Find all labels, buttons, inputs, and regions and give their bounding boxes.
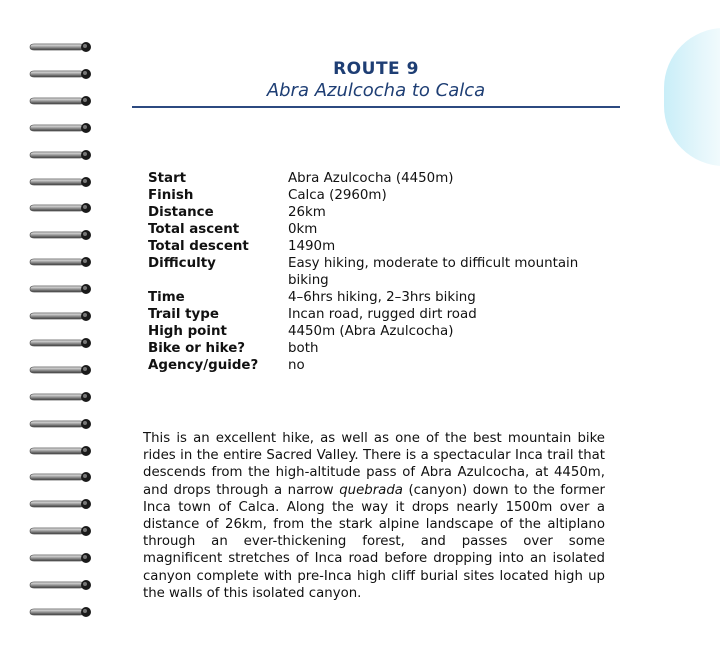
binding-ring (28, 121, 98, 135)
binding-ring (28, 175, 98, 189)
info-value: 1490m (288, 239, 336, 254)
spiral-binding (28, 40, 98, 630)
info-label: Difficulty (148, 256, 216, 271)
binding-ring (28, 390, 98, 404)
info-row-total-descent (148, 238, 608, 255)
binding-ring (28, 444, 98, 458)
binding-ring (28, 417, 98, 431)
binding-ring (28, 309, 98, 323)
binding-ring (28, 470, 98, 484)
route-header (132, 58, 620, 102)
binding-ring (28, 228, 98, 242)
header-divider (132, 106, 620, 108)
description-italic-term: quebrada (339, 482, 403, 498)
page-edge-tab (664, 28, 720, 166)
info-value: 4450m (Abra Azulcocha) (288, 324, 454, 339)
binding-ring (28, 336, 98, 350)
info-label: Distance (148, 205, 214, 220)
info-label: Start (148, 171, 187, 186)
binding-ring (28, 255, 98, 269)
info-value: 4–6hrs hiking, 2–3hrs biking (288, 290, 476, 305)
binding-ring (28, 524, 98, 538)
binding-ring (28, 201, 98, 215)
description-text: (canyon) down to the former Inca town of Calca. Along the way it drops nearly 1500m over a distance of 26km, from the stark alpine landscape of the altiplano through an ever-thickening forest, and passes over some magnificent stretches of Inca road before dropping into an isolated canyon complete with pre-Inca high cliff burial sites located high up the walls of this isolated canyon. (143, 482, 606, 601)
info-label: Time (148, 290, 185, 305)
info-value: 26km (288, 205, 326, 220)
info-row-start (148, 170, 608, 187)
binding-ring (28, 605, 98, 619)
info-label: High point (148, 324, 227, 339)
info-value: Abra Azulcocha (4450m) (288, 171, 454, 186)
binding-ring (28, 363, 98, 377)
info-row-bike-or-hike (148, 340, 608, 357)
route-info-table (148, 170, 608, 374)
description-text: This is an excellent hike, as well as one of the best mountain bike rides in the entire Sacred Valley. There is a spectacular Inca trail that descends from the high-altitude pass of Abra Azulcocha, at 4450m, and drops through a narrow (143, 431, 605, 498)
info-row-total-ascent (148, 221, 608, 238)
info-label: Total descent (148, 239, 249, 254)
binding-ring (28, 578, 98, 592)
info-value: Incan road, rugged dirt road (288, 307, 477, 322)
info-row-high-point (148, 323, 608, 340)
route-title: Abra Azulcocha to Calca (266, 80, 486, 101)
info-value: Calca (2960m) (288, 188, 387, 203)
info-row-agency-guide (148, 357, 608, 374)
info-value: both (288, 341, 319, 356)
info-row-time (148, 289, 608, 306)
binding-ring (28, 497, 98, 511)
binding-ring (28, 282, 98, 296)
info-row-difficulty (148, 255, 608, 289)
binding-ring (28, 94, 98, 108)
info-value: no (288, 358, 305, 373)
route-description (143, 430, 605, 602)
binding-ring (28, 551, 98, 565)
info-label: Trail type (148, 307, 219, 322)
info-label: Finish (148, 188, 194, 203)
info-row-trail-type (148, 306, 608, 323)
info-value: Easy hiking, moderate to difficult mountain biking (288, 256, 579, 288)
info-row-distance (148, 204, 608, 221)
binding-ring (28, 148, 98, 162)
info-label: Bike or hike? (148, 341, 246, 356)
info-value: 0km (288, 222, 318, 237)
info-row-finish (148, 187, 608, 204)
binding-ring (28, 40, 98, 54)
binding-ring (28, 67, 98, 81)
info-label: Total ascent (148, 222, 240, 237)
route-number: ROUTE 9 (333, 59, 419, 79)
info-label: Agency/guide? (148, 358, 259, 373)
